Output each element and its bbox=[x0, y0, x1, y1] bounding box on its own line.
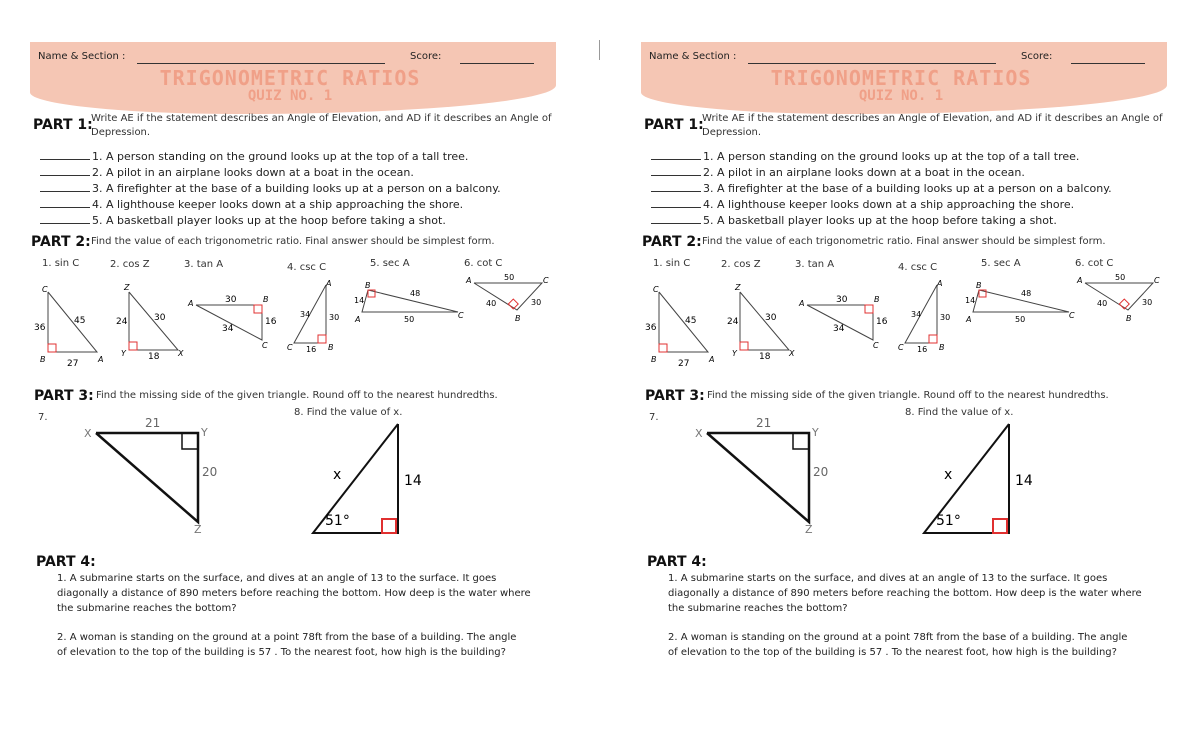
question-8-label: 8. Find the value of x. bbox=[905, 407, 1014, 418]
side-label: 16 bbox=[265, 317, 277, 327]
part1-item: 1. A person standing on the ground looks up at the top of a tall tree. bbox=[651, 150, 1079, 163]
score-label: Score: bbox=[1021, 51, 1053, 62]
vertex-label: A bbox=[98, 355, 104, 364]
right-angle-mark bbox=[793, 433, 809, 449]
vertex-label: B bbox=[1126, 314, 1132, 323]
vertex-label: B bbox=[651, 355, 657, 364]
vertex-label: B bbox=[365, 281, 371, 290]
side-label: 14 bbox=[1015, 473, 1033, 489]
triangle-1 bbox=[48, 292, 97, 352]
side-label: 50 bbox=[404, 315, 415, 324]
part1-item: 4. A lighthouse keeper looks down at a ship approaching the shore. bbox=[40, 198, 463, 211]
part1-item: 3. A firefighter at the base of a building looks up at a person on a balcony. bbox=[40, 182, 501, 195]
vertex-label: A bbox=[1077, 276, 1083, 285]
ratio-label-5: 5. sec A bbox=[370, 258, 410, 269]
vertex-label: C bbox=[42, 285, 48, 294]
vertex-label: B bbox=[515, 314, 521, 323]
part1-instruction-line2: Depression. bbox=[702, 127, 762, 138]
side-label: 30 bbox=[1142, 298, 1153, 307]
ratio-label-6: 6. cot C bbox=[464, 258, 503, 269]
triangle-1 bbox=[659, 292, 708, 352]
side-label: 24 bbox=[116, 317, 128, 327]
side-label: 45 bbox=[685, 316, 697, 326]
part4-title: PART 4: bbox=[36, 554, 96, 570]
right-angle-mark bbox=[129, 342, 137, 350]
vertex-label: X bbox=[789, 349, 795, 358]
side-label: 30 bbox=[765, 313, 777, 323]
part1-title: PART 1: bbox=[644, 117, 704, 133]
side-label: 21 bbox=[756, 416, 772, 430]
part3-title: PART 3: bbox=[645, 388, 705, 404]
quiz-subtitle: QUIZ NO. 1 bbox=[858, 88, 944, 104]
ratio-label-1: 1. sin C bbox=[653, 258, 691, 269]
vertex-label: B bbox=[874, 295, 880, 304]
vertex-label: A bbox=[466, 276, 472, 285]
side-label: 27 bbox=[678, 359, 690, 369]
side-label: 36 bbox=[34, 323, 46, 333]
right-angle-mark bbox=[865, 305, 873, 313]
side-label: 30 bbox=[836, 295, 848, 305]
right-angle-mark bbox=[659, 344, 667, 352]
part4-question-1: 1. A submarine starts on the surface, and dives at an angle of 13 to the surface. It goes diagonally a distance of 890 meters before reaching the bottom. How deep is the water where the submarine reaches the bottom? bbox=[668, 573, 1142, 614]
side-label: 34 bbox=[911, 310, 922, 319]
side-label: 14 bbox=[354, 296, 365, 305]
vertex-label: C bbox=[1069, 311, 1075, 320]
part1-item: 3. A firefighter at the base of a building looks up at a person on a balcony. bbox=[651, 182, 1112, 195]
right-angle-mark bbox=[929, 335, 937, 343]
vertex-label: A bbox=[326, 279, 332, 288]
side-label: 30 bbox=[154, 313, 166, 323]
part1-item: 5. A basketball player looks up at the hoop before taking a shot. bbox=[651, 214, 1057, 227]
vertex-label: A bbox=[709, 355, 715, 364]
quiz-title: TRIGONOMETRIC RATIOS bbox=[159, 66, 421, 90]
vertex-label: C bbox=[543, 276, 549, 285]
ratio-label-4: 4. csc C bbox=[287, 262, 327, 273]
right-angle-mark bbox=[254, 305, 262, 313]
vertex-label: Z bbox=[194, 523, 202, 536]
right-angle-mark bbox=[48, 344, 56, 352]
vertex-label: C bbox=[262, 341, 268, 350]
vertex-label: X bbox=[84, 427, 92, 440]
side-label: 20 bbox=[202, 465, 218, 479]
ratio-label-4: 4. csc C bbox=[898, 262, 938, 273]
vertex-label: C bbox=[458, 311, 464, 320]
angle-label: 51° bbox=[325, 513, 350, 529]
ratio-label-1: 1. sin C bbox=[42, 258, 80, 269]
vertex-label: A bbox=[799, 299, 805, 308]
side-label: 27 bbox=[67, 359, 79, 369]
vertex-label: C bbox=[1154, 276, 1160, 285]
side-label: 14 bbox=[965, 296, 976, 305]
part2-instruction: Find the value of each trigonometric ratio. Final answer should be simplest form. bbox=[91, 236, 495, 247]
ratio-label-5: 5. sec A bbox=[981, 258, 1021, 269]
side-label: 30 bbox=[940, 313, 951, 322]
side-label: 50 bbox=[1015, 315, 1026, 324]
part1-instruction-line1: Write AE if the statement describes an Angle of Elevation, and AD if it describes an Angle of bbox=[91, 113, 552, 124]
part1-instruction-line2: Depression. bbox=[91, 127, 151, 138]
right-angle-mark bbox=[318, 335, 326, 343]
vertex-label: B bbox=[40, 355, 46, 364]
side-label: 16 bbox=[917, 345, 928, 354]
part3-title: PART 3: bbox=[34, 388, 94, 404]
vertex-label: X bbox=[695, 427, 703, 440]
part1-title: PART 1: bbox=[33, 117, 93, 133]
side-label: 40 bbox=[1097, 299, 1108, 308]
side-label: 20 bbox=[813, 465, 829, 479]
part2-title: PART 2: bbox=[642, 234, 702, 250]
part2-triangles bbox=[611, 0, 1200, 729]
part2-instruction: Find the value of each trigonometric ratio. Final answer should be simplest form. bbox=[702, 236, 1106, 247]
vertex-label: A bbox=[937, 279, 943, 288]
right-angle-mark bbox=[382, 519, 396, 533]
side-label: 24 bbox=[727, 317, 739, 327]
part1-item: 2. A pilot in an airplane looks down at a boat in the ocean. bbox=[40, 166, 414, 179]
side-label: 48 bbox=[410, 289, 421, 298]
quiz-title: TRIGONOMETRIC RATIOS bbox=[770, 66, 1032, 90]
side-label: 45 bbox=[74, 316, 86, 326]
vertex-label: Y bbox=[812, 426, 819, 439]
part4-question-1: 1. A submarine starts on the surface, and dives at an angle of 13 to the surface. It goes diagonally a distance of 890 meters before reaching the bottom. How deep is the water where the submarine reaches the bottom? bbox=[57, 573, 531, 614]
ratio-label-6: 6. cot C bbox=[1075, 258, 1114, 269]
vertex-label: A bbox=[966, 315, 972, 324]
quiz-sheet-right bbox=[611, 0, 1200, 729]
vertex-label: C bbox=[287, 343, 293, 352]
part1-item: 5. A basketball player looks up at the hoop before taking a shot. bbox=[40, 214, 446, 227]
vertex-label: Z bbox=[735, 283, 741, 292]
vertex-label: Z bbox=[805, 523, 813, 536]
vertex-label: Y bbox=[201, 426, 208, 439]
part1-item: 4. A lighthouse keeper looks down at a ship approaching the shore. bbox=[651, 198, 1074, 211]
part1-item: 1. A person standing on the ground looks up at the top of a tall tree. bbox=[40, 150, 468, 163]
quiz-subtitle: QUIZ NO. 1 bbox=[247, 88, 333, 104]
side-label: 30 bbox=[329, 313, 340, 322]
question-7-label: 7. bbox=[649, 412, 659, 423]
question-7-label: 7. bbox=[38, 412, 48, 423]
right-angle-mark bbox=[740, 342, 748, 350]
right-angle-mark bbox=[182, 433, 198, 449]
side-label: 36 bbox=[645, 323, 657, 333]
triangle-3 bbox=[196, 305, 262, 340]
part3-instruction: Find the missing side of the given triangle. Round off to the nearest hundredths. bbox=[707, 390, 1109, 401]
side-label: x bbox=[333, 467, 342, 483]
question-8-label: 8. Find the value of x. bbox=[294, 407, 403, 418]
side-label: 34 bbox=[833, 324, 845, 334]
part3-instruction: Find the missing side of the given triangle. Round off to the nearest hundredths. bbox=[96, 390, 498, 401]
vertex-label: Z bbox=[124, 283, 130, 292]
side-label: 34 bbox=[300, 310, 311, 319]
ratio-label-2: 2. cos Z bbox=[721, 259, 761, 270]
name-section-label: Name & Section : bbox=[38, 51, 126, 62]
ratio-label-3: 3. tan A bbox=[795, 259, 835, 270]
ratio-label-3: 3. tan A bbox=[184, 259, 224, 270]
side-label: 30 bbox=[225, 295, 237, 305]
vertex-label: X bbox=[178, 349, 184, 358]
side-label: 50 bbox=[1115, 273, 1126, 282]
vertex-label: Y bbox=[732, 349, 737, 358]
part1-instruction-line1: Write AE if the statement describes an Angle of Elevation, and AD if it describes an Angle of bbox=[702, 113, 1163, 124]
side-label: 48 bbox=[1021, 289, 1032, 298]
side-label: 21 bbox=[145, 416, 161, 430]
side-label: 30 bbox=[531, 298, 542, 307]
name-section-label: Name & Section : bbox=[649, 51, 737, 62]
vertex-label: C bbox=[653, 285, 659, 294]
triangle-3 bbox=[807, 305, 873, 340]
vertex-label: B bbox=[263, 295, 269, 304]
vertex-label: A bbox=[355, 315, 361, 324]
side-label: x bbox=[944, 467, 953, 483]
vertex-label: B bbox=[328, 343, 334, 352]
side-label: 18 bbox=[759, 352, 771, 362]
vertex-label: C bbox=[873, 341, 879, 350]
part4-question-2: 2. A woman is standing on the ground at a point 78ft from the base of a building. The angle of elevation to the top of the building is 57 . To the nearest foot, how high is the building? bbox=[668, 632, 1128, 658]
side-label: 50 bbox=[504, 273, 515, 282]
ratio-label-2: 2. cos Z bbox=[110, 259, 150, 270]
side-label: 14 bbox=[404, 473, 422, 489]
side-label: 16 bbox=[876, 317, 888, 327]
score-label: Score: bbox=[410, 51, 442, 62]
part1-item: 2. A pilot in an airplane looks down at a boat in the ocean. bbox=[651, 166, 1025, 179]
vertex-label: Y bbox=[121, 349, 126, 358]
part4-question-2: 2. A woman is standing on the ground at a point 78ft from the base of a building. The angle of elevation to the top of the building is 57 . To the nearest foot, how high is the building? bbox=[57, 632, 517, 658]
side-label: 18 bbox=[148, 352, 160, 362]
vertex-label: B bbox=[939, 343, 945, 352]
vertex-label: C bbox=[898, 343, 904, 352]
side-label: 34 bbox=[222, 324, 234, 334]
vertex-label: A bbox=[188, 299, 194, 308]
side-label: 16 bbox=[306, 345, 317, 354]
right-angle-mark bbox=[993, 519, 1007, 533]
part4-title: PART 4: bbox=[647, 554, 707, 570]
vertex-label: B bbox=[976, 281, 982, 290]
angle-label: 51° bbox=[936, 513, 961, 529]
part2-title: PART 2: bbox=[31, 234, 91, 250]
side-label: 40 bbox=[486, 299, 497, 308]
